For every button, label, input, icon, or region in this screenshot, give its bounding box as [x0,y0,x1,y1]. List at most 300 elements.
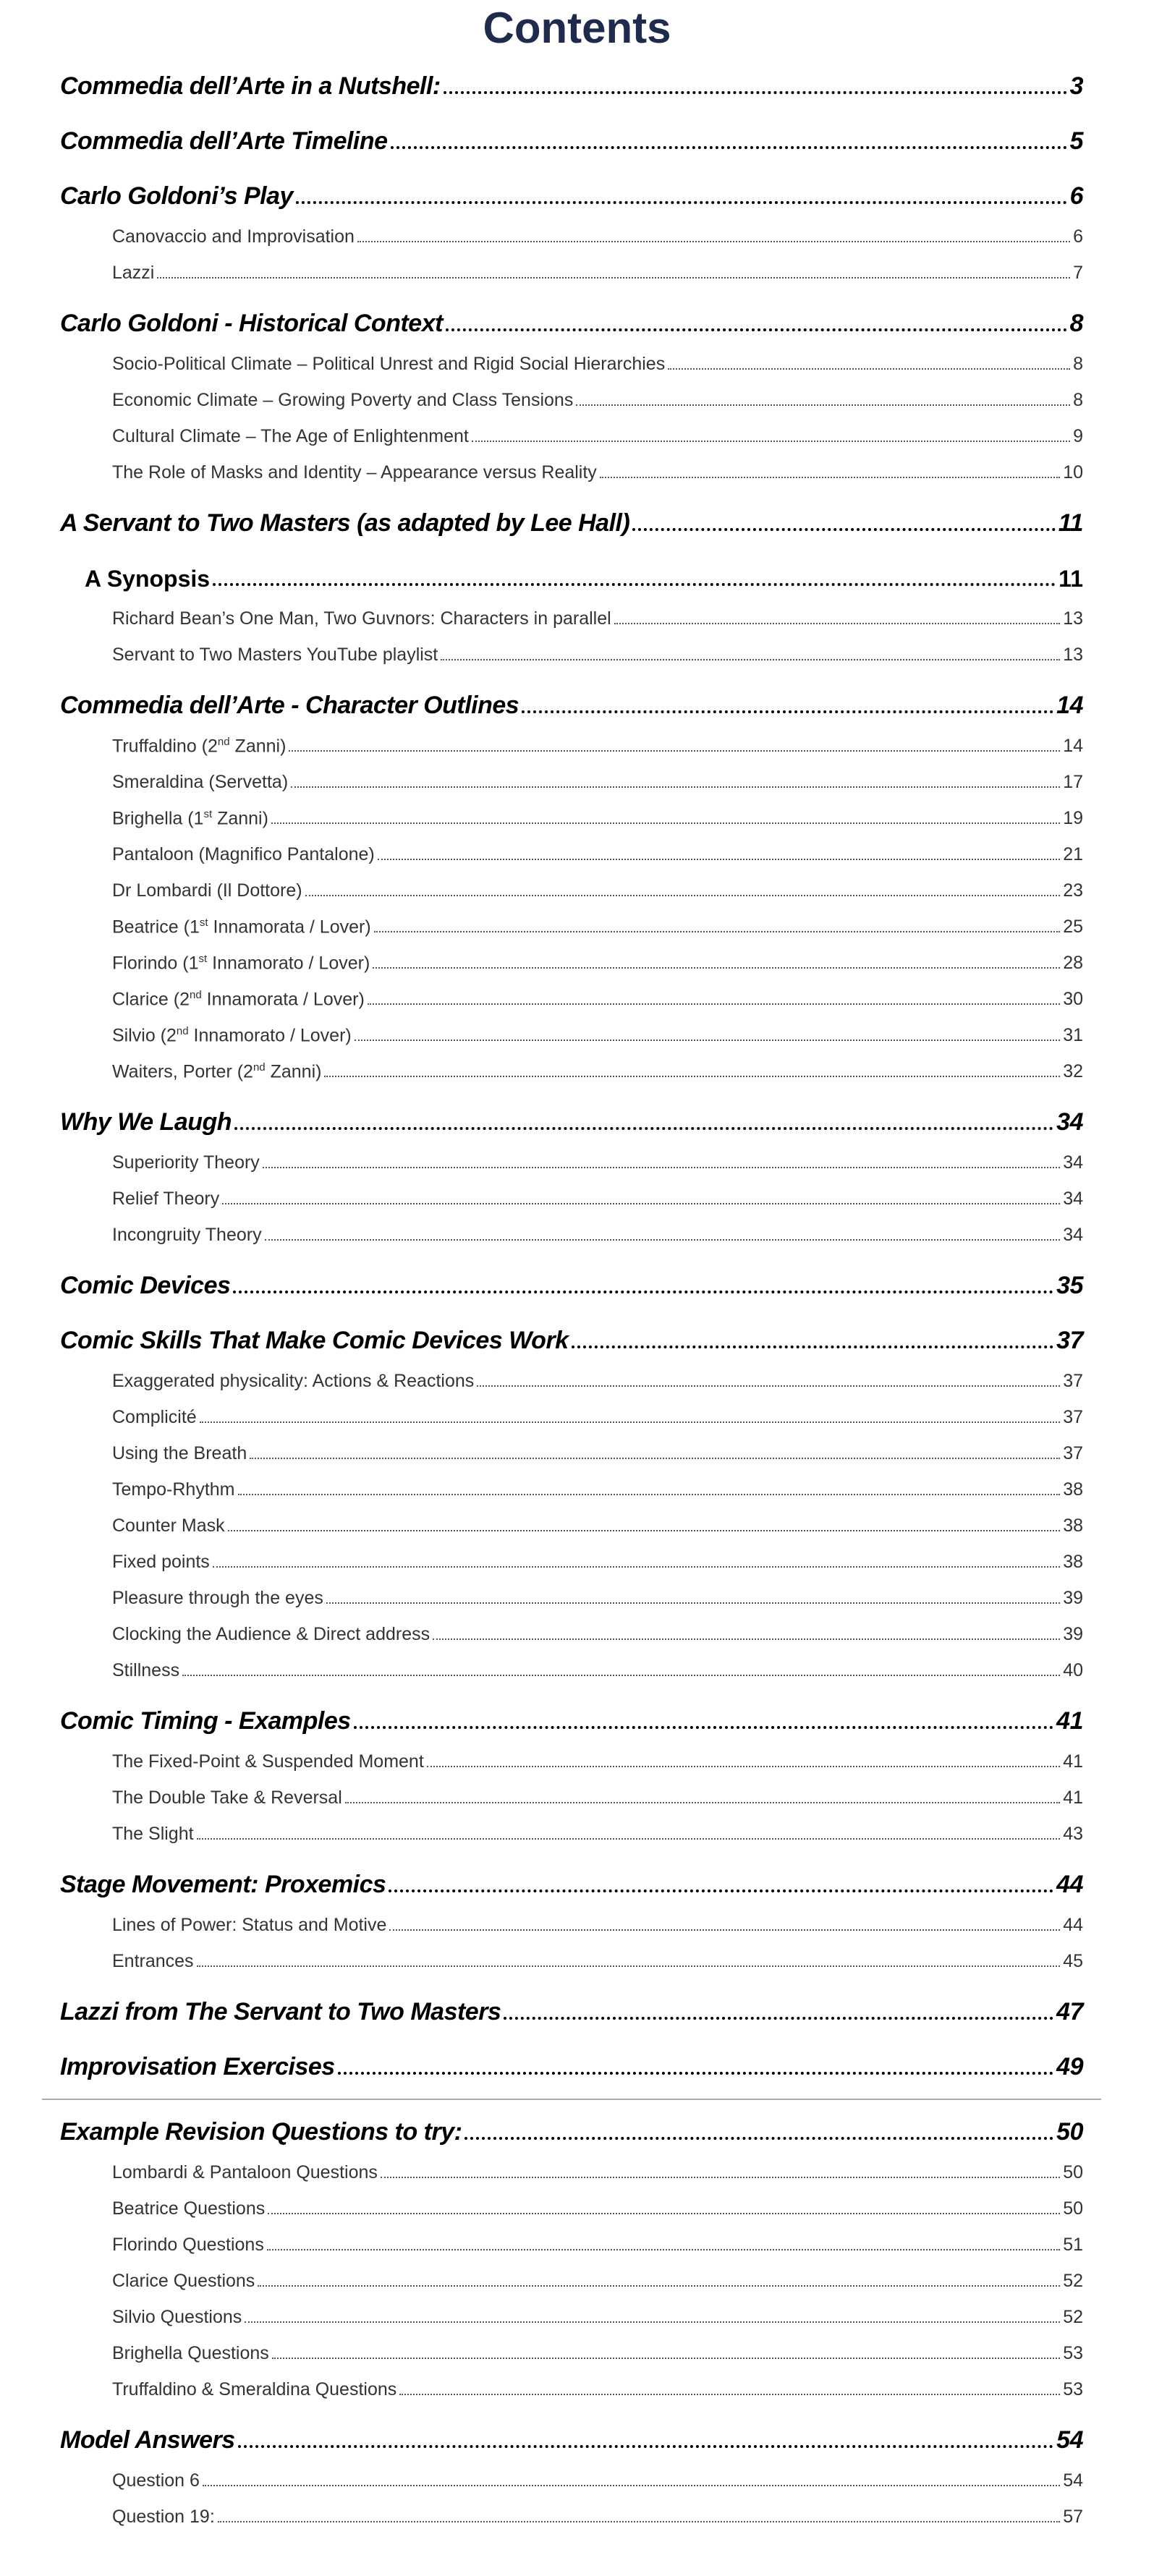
toc-page-number: 37 [1063,1443,1083,1463]
toc-page-number: 31 [1063,1025,1083,1045]
toc-entry-label [60,182,293,211]
toc-subentry[interactable] [60,837,1083,873]
toc-entry-label [112,462,597,483]
dot-leader [477,1385,1060,1387]
toc-entry-text: The Role of Masks and Identity – Appearance versus Reality [112,462,597,483]
toc-page-number: 14 [1063,736,1083,756]
toc-entry-text: Comic Skills That Make Comic Devices Work [60,1327,569,1354]
toc-subentry[interactable] [60,1145,1083,1181]
toc-entry-text: Relief Theory [112,1189,220,1209]
dot-leader [378,859,1060,860]
toc-entry-text: Florindo Questions [112,2235,264,2255]
toc-entry-text: Stillness [112,1660,180,1680]
toc-entry-text: Cultural Climate – The Age of Enlightenment [112,426,469,446]
toc-entry-label [112,1371,474,1392]
toc-entry-text: Superiority Theory [112,1152,260,1173]
toc-entry-label [112,1915,386,1936]
toc-entry-text: Entrances [112,1951,194,1971]
toc-page-number: 37 [1056,1327,1083,1354]
toc-heading[interactable] [60,2045,1083,2090]
toc-page-number: 38 [1063,1516,1083,1536]
toc-entry-label [60,509,629,537]
dot-leader [374,931,1061,932]
dot-leader [197,1965,1061,1967]
dot-leader [324,1076,1060,1077]
toc-entry-text: Clarice Questions [112,2271,255,2291]
dot-leader [668,368,1070,370]
toc-entry-text: Economic Climate – Growing Poverty and Class Tensions [112,390,574,410]
toc-entry-label [112,1189,219,1210]
dot-leader [213,1566,1060,1568]
toc-subentry[interactable] [60,2263,1083,2300]
toc-subentry[interactable] [60,1472,1083,1508]
toc-page-number: 52 [1063,2307,1083,2327]
dot-leader [522,710,1053,713]
toc-entry-text-rest: Innamorato / Lover) [188,1025,352,1045]
toc-entry-label [112,1025,352,1046]
toc-entry-label [60,1871,386,1899]
dot-leader [271,822,1060,824]
toc-entry-label [60,72,441,101]
toc-entry-label [112,1624,430,1645]
dot-leader [258,2285,1060,2287]
toc-page-number: 50 [1056,2118,1083,2146]
dot-leader [338,2072,1053,2075]
toc-subentry[interactable] [60,2227,1083,2263]
toc-subentry[interactable] [60,419,1083,455]
toc-subentry[interactable] [60,909,1083,945]
toc-heading[interactable] [60,1319,1083,1364]
toc-page-number: 50 [1063,2162,1083,2182]
toc-entry-text: Why We Laugh [60,1108,232,1136]
toc-page-number: 49 [1056,2053,1083,2080]
toc-page-number: 34 [1056,1108,1083,1136]
toc-subentry[interactable] [60,2300,1083,2336]
toc-entry-superscript: st [198,952,208,965]
toc-page-number: 5 [1069,127,1083,155]
toc-entry-label [60,1707,351,1735]
toc-entry-text-rest: Zanni) [212,808,268,828]
toc-entry-text: Richard Bean’s One Man, Two Guvnors: Characters in parallel [112,608,611,629]
toc-page-number: 23 [1063,880,1083,901]
toc-page-number: 38 [1063,1552,1083,1572]
toc-page-number: 54 [1056,2426,1083,2454]
toc-page-number: 28 [1063,953,1083,973]
toc-entry-text: Silvio (2 [112,1025,177,1045]
toc-subentry[interactable] [60,2499,1083,2535]
dot-leader [446,328,1067,331]
toc-subentry[interactable] [60,1908,1083,1944]
dot-leader [632,528,1055,531]
dot-leader [326,1602,1060,1604]
toc-page-number: 21 [1063,844,1083,864]
toc-entry-text: Lines of Power: Status and Motive [112,1915,387,1935]
toc-heading[interactable] [60,1990,1083,2035]
toc-entry-text: Truffaldino & Smeraldina Questions [112,2379,397,2399]
dot-leader [233,1291,1053,1293]
toc-entry-label [60,2118,462,2146]
toc-entry-label [112,2343,269,2364]
toc-subentry[interactable] [60,1400,1083,1436]
toc-subentry[interactable] [60,455,1083,491]
toc-subentry[interactable] [60,601,1083,637]
toc-entry-text: Comic Timing - Examples [60,1707,351,1735]
dot-leader [305,895,1061,896]
toc-entry-text: Servant to Two Masters YouTube playlist [112,645,438,665]
dot-leader [296,201,1067,204]
toc-page-number: 51 [1063,2235,1083,2255]
toc-heading[interactable] [60,64,1083,109]
toc-heading[interactable] [60,1100,1083,1145]
toc-entry-label [112,1407,197,1428]
toc-entry-superscript: nd [176,1024,189,1037]
toc-entry-label [112,645,438,666]
toc-heading[interactable] [60,556,1083,601]
toc-subentry[interactable] [60,219,1083,255]
dot-leader [381,2177,1060,2178]
toc-entry-superscript: st [199,916,208,929]
toc-page-number: 10 [1063,462,1083,483]
toc-subentry[interactable] [60,1581,1083,1617]
page-title: Contents [483,4,671,52]
toc-entry-superscript: nd [253,1060,266,1074]
toc-entry-text-rest: Zanni) [265,1061,322,1081]
toc-entry-label [112,354,665,375]
toc-page-number: 47 [1056,1998,1083,2025]
toc-entry-label [112,1552,210,1573]
dot-leader [197,1838,1061,1840]
toc-entry-text: Improvisation Exercises [60,2053,335,2080]
toc-heading[interactable] [60,2110,1083,2155]
toc-subentry[interactable] [60,2191,1083,2227]
toc-heading[interactable] [60,2418,1083,2463]
toc-entry-text: The Fixed-Point & Suspended Moment [112,1751,424,1772]
toc-entry-text: Question 19: [112,2507,215,2527]
toc-entry-text: A Synopsis [85,566,211,592]
toc-heading[interactable] [60,684,1083,728]
toc-entry-text: Stage Movement: Proxemics [60,1871,386,1898]
toc-entry-text: Comic Devices [60,1272,231,1299]
toc-subentry[interactable] [60,255,1083,292]
toc-page-number: 37 [1063,1371,1083,1391]
toc-entry-label [112,226,355,247]
dot-leader [389,1929,1060,1931]
toc-heading[interactable] [60,1863,1083,1908]
dot-leader [391,146,1067,149]
dot-leader [345,1802,1060,1803]
toc-entry-text: Lazzi [112,263,155,283]
toc-entry-text: Lombardi & Pantaloon Questions [112,2162,378,2182]
toc-entry-label [112,772,288,793]
toc-entry-text: Incongruity Theory [112,1225,262,1245]
toc-page-number: 57 [1063,2507,1083,2527]
toc-heading[interactable] [60,1264,1083,1309]
toc-entry-label [112,1824,194,1845]
toc-subentry[interactable] [60,945,1083,982]
toc-entry-label [112,1751,424,1772]
toc-subentry[interactable] [60,873,1083,909]
toc-entry-label [60,1108,232,1136]
toc-heading[interactable] [60,119,1083,164]
toc-page-number: 25 [1063,917,1083,937]
toc-entry-label [60,127,388,156]
toc-entry-label [112,2235,264,2256]
dot-leader [441,659,1060,660]
toc-page-number: 39 [1063,1588,1083,1608]
toc-entry-text: Fixed points [112,1552,210,1572]
toc-entry-label [60,1327,569,1355]
toc-page-number: 13 [1063,608,1083,629]
table-of-contents [60,64,1083,2535]
dot-leader [427,1766,1060,1767]
toc-entry-label [112,1061,321,1082]
toc-entry-text-rest: Innamorata / Lover) [201,989,365,1009]
dot-leader [368,1003,1060,1005]
toc-page-number: 34 [1063,1189,1083,1209]
toc-subentry[interactable] [60,1544,1083,1581]
dot-leader [433,1638,1060,1640]
dot-leader [357,241,1070,242]
toc-entry-text: Waiters, Porter (2 [112,1061,253,1081]
toc-entry-text: Beatrice Questions [112,2198,266,2219]
dot-leader [222,1203,1060,1204]
toc-entry-label [60,692,519,720]
toc-page-number: 41 [1063,1788,1083,1808]
toc-page-number: 37 [1063,1407,1083,1427]
toc-subentry[interactable] [60,801,1083,837]
toc-page-number: 41 [1063,1751,1083,1772]
toc-entry-label [112,1588,323,1609]
toc-entry-text: Model Answers [60,2426,235,2454]
dot-leader [203,2485,1060,2486]
toc-subentry[interactable] [60,2155,1083,2191]
toc-entry-label [60,2053,335,2081]
toc-heading[interactable] [60,501,1083,546]
toc-entry-label [112,2379,396,2400]
toc-entry-text: Using the Breath [112,1443,247,1463]
toc-entry-text: Smeraldina (Servetta) [112,772,289,792]
toc-page-number: 35 [1056,1272,1083,1299]
toc-page-number: 17 [1063,772,1083,792]
toc-subentry[interactable] [60,1617,1083,1653]
toc-entry-label [112,426,469,447]
toc-subentry[interactable] [60,383,1083,419]
toc-entry-text: A Servant to Two Masters (as adapted by Lee Hall) [60,509,630,537]
toc-subentry[interactable] [60,1181,1083,1217]
toc-entry-text: Counter Mask [112,1516,225,1536]
toc-page-number: 40 [1063,1660,1083,1680]
toc-subentry[interactable] [60,1364,1083,1400]
dot-leader [291,786,1060,788]
toc-entry-label [112,808,268,829]
toc-heading[interactable] [60,174,1083,219]
toc-page-number: 14 [1056,692,1083,719]
toc-subentry[interactable] [60,765,1083,801]
toc-page-number: 54 [1063,2470,1083,2491]
toc-entry-label [112,880,302,901]
toc-entry-text-rest: Innamorata / Lover) [208,917,371,937]
toc-subentry[interactable] [60,1436,1083,1472]
toc-entry-text: Florindo (1 [112,953,199,973]
toc-page-number: 44 [1063,1915,1083,1935]
toc-entry-text-rest: Innamorato / Lover) [207,953,370,973]
toc-entry-text: Truffaldino (2 [112,736,218,756]
toc-page-number: 41 [1056,1707,1083,1735]
dot-leader [464,2137,1053,2140]
toc-entry-label [112,989,365,1010]
dot-leader [355,1040,1060,1041]
toc-entry-label [112,1479,235,1500]
dot-leader [600,477,1060,478]
toc-entry-label [112,1951,194,1972]
dot-leader [472,441,1070,442]
toc-page-number: 53 [1063,2379,1083,2399]
toc-entry-superscript: nd [217,735,230,748]
dot-leader [182,1675,1060,1676]
toc-entry-label [112,917,371,938]
toc-entry-label [112,1516,225,1536]
dot-leader [265,1239,1061,1241]
toc-page-number: 11 [1058,566,1083,592]
toc-entry-text: Lazzi from The Servant to Two Masters [60,1998,501,2025]
toc-entry-text: Canovaccio and Improvisation [112,226,355,247]
toc-entry-text: Clocking the Audience & Direct address [112,1624,430,1644]
toc-subentry[interactable] [60,1508,1083,1544]
dot-leader [444,91,1067,94]
toc-entry-label [60,1998,501,2026]
dot-leader [272,2358,1060,2359]
dot-leader [213,583,1056,586]
dot-leader [399,2394,1060,2395]
toc-entry-text: Example Revision Questions to try: [60,2118,462,2146]
toc-subentry[interactable] [60,2463,1083,2499]
toc-entry-text: Commedia dell’Arte - Character Outlines [60,692,519,719]
dot-leader [238,1494,1061,1495]
dot-leader [576,404,1070,406]
toc-entry-label [112,844,375,865]
toc-page-number: 7 [1073,263,1083,283]
toc-subentry[interactable] [60,2336,1083,2372]
dot-leader [504,2017,1053,2020]
dot-leader [263,1167,1060,1168]
toc-page-number: 6 [1073,226,1083,247]
toc-entry-label [112,2507,215,2528]
dot-leader [373,967,1060,969]
toc-page-number: 45 [1063,1951,1083,1971]
toc-entry-label [112,263,154,284]
toc-entry-label [60,2426,235,2454]
toc-entry-label [112,608,611,629]
toc-page-number: 3 [1069,72,1083,100]
toc-entry-text: Clarice (2 [112,989,190,1009]
toc-entry-text: Carlo Goldoni - Historical Context [60,310,443,337]
toc-heading[interactable] [60,1699,1083,1744]
toc-entry-text: The Slight [112,1824,194,1844]
toc-subentry[interactable] [60,637,1083,673]
toc-entry-label [60,1272,230,1300]
toc-entry-text: Commedia dell’Arte Timeline [60,127,388,155]
toc-entry-label [112,390,573,411]
toc-page-number: 34 [1063,1225,1083,1245]
toc-subentry[interactable] [60,2372,1083,2408]
toc-subentry[interactable] [60,1816,1083,1853]
toc-entry-label [112,2470,200,2491]
toc-entry-label [112,1660,179,1681]
toc-heading[interactable] [60,302,1083,347]
toc-subentry[interactable] [60,1653,1083,1689]
dot-leader [218,2521,1060,2522]
toc-page-number: 9 [1073,426,1083,446]
toc-page-number: 50 [1063,2198,1083,2219]
toc-entry-label [112,736,286,757]
dot-leader [614,623,1061,624]
toc-entry-text: Question 6 [112,2470,200,2491]
toc-entry-label [112,1152,260,1173]
dot-leader [157,277,1070,279]
dot-leader [250,1458,1060,1459]
toc-entry-label [85,566,210,592]
toc-page-number: 52 [1063,2271,1083,2291]
toc-page-number: 53 [1063,2343,1083,2363]
toc-subentry[interactable] [60,1054,1083,1090]
toc-subentry[interactable] [60,1744,1083,1780]
toc-entry-label [112,1443,247,1464]
toc-entry-text: Commedia dell’Arte in a Nutshell: [60,72,441,100]
toc-page-number: 19 [1063,808,1083,828]
toc-entry-text: Socio-Political Climate – Political Unrest and Rigid Social Hierarchies [112,354,666,374]
toc-entry-label [112,953,370,974]
toc-entry-superscript: nd [189,988,202,1001]
dot-leader [572,1346,1054,1348]
toc-entry-label [112,2198,265,2219]
toc-page-number: 38 [1063,1479,1083,1500]
toc-entry-label [112,2307,242,2328]
toc-page-number: 8 [1069,310,1083,337]
dot-leader [234,1127,1053,1130]
toc-entry-label [112,2162,378,2183]
toc-entry-label [112,1225,262,1246]
toc-subentry[interactable] [60,982,1083,1018]
toc-page-number: 8 [1073,354,1083,374]
toc-subentry[interactable] [60,1780,1083,1816]
dot-leader [245,2321,1060,2323]
toc-subentry[interactable] [60,347,1083,383]
toc-subentry[interactable] [60,1944,1083,1980]
toc-entry-text: Beatrice (1 [112,917,200,937]
toc-subentry[interactable] [60,1018,1083,1054]
toc-page-number: 34 [1063,1152,1083,1173]
toc-entry-text: Pleasure through the eyes [112,1588,323,1608]
toc-page-number: 32 [1063,1061,1083,1081]
toc-entry-superscript: st [203,807,213,820]
toc-entry-text: Silvio Questions [112,2307,242,2327]
toc-entry-text: Tempo-Rhythm [112,1479,235,1500]
toc-page-number: 44 [1056,1871,1083,1898]
toc-entry-label [60,310,443,338]
toc-entry-label [112,2271,255,2292]
dot-leader [354,1726,1054,1729]
toc-subentry[interactable] [60,728,1083,765]
toc-page-number: 11 [1058,509,1083,537]
toc-entry-text: Brighella (1 [112,808,204,828]
dot-leader [238,2445,1054,2448]
toc-page-number: 39 [1063,1624,1083,1644]
toc-page-number: 6 [1069,182,1083,210]
dot-leader [289,750,1060,752]
toc-entry-text: Pantaloon (Magnifico Pantalone) [112,844,375,864]
dot-leader [228,1530,1061,1531]
toc-subentry[interactable] [60,1217,1083,1254]
